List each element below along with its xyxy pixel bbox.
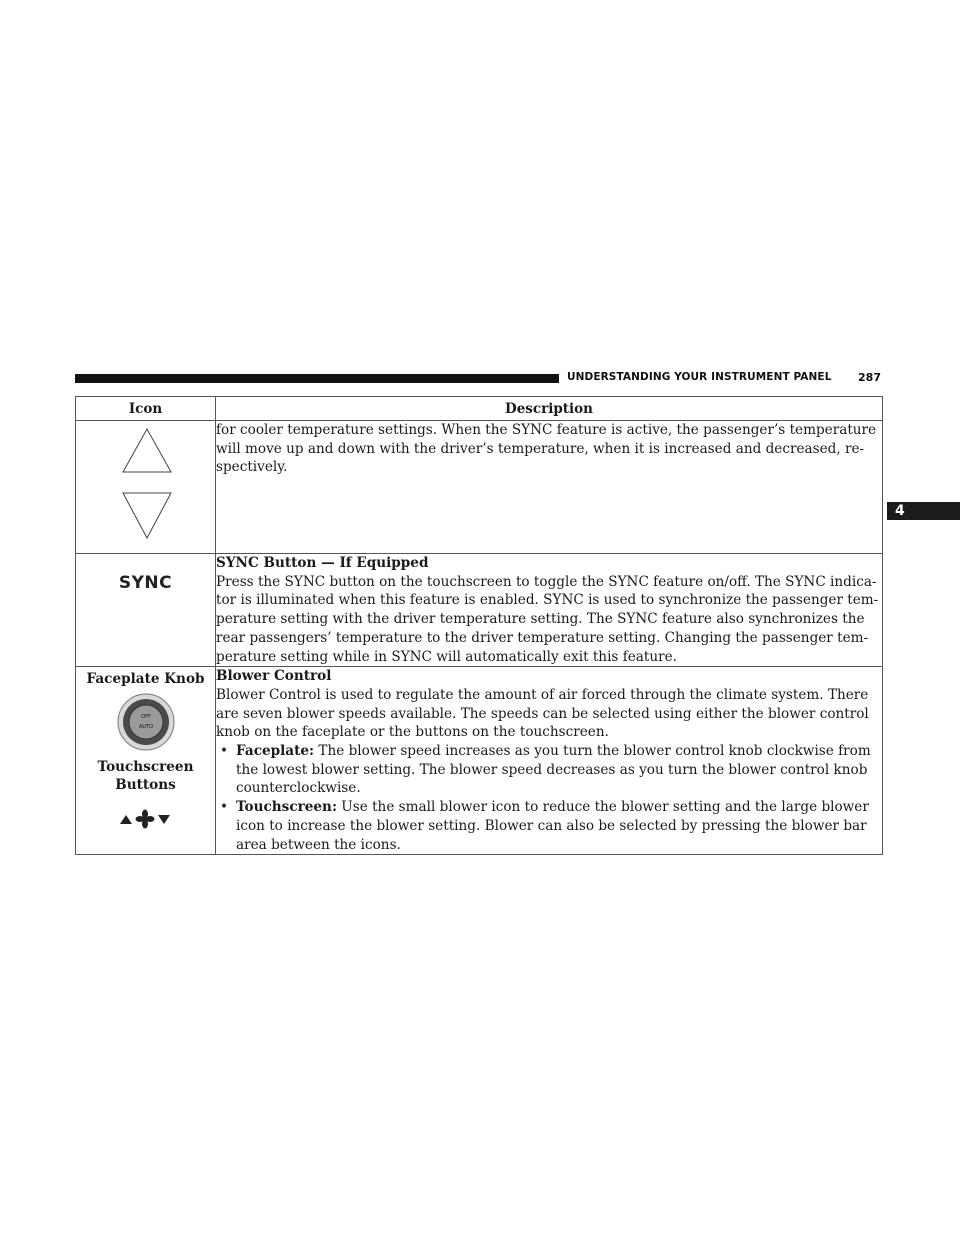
blower-up-arrow-icon [120,815,132,824]
row-text: Blower Control is used to regulate the amount of air forced through the climate system. There are seven blower speeds available. The speeds can be selected using either the blower control knob on the faceplate or the buttons on the touchscreen. [216,686,869,741]
bullet-term: Faceplate: [236,743,315,760]
blower-down-arrow-icon [158,815,170,824]
touchscreen-label-line2: Buttons [115,777,176,794]
fan-icon [135,809,154,828]
header-rule [75,374,559,383]
column-header-icon: Icon [76,397,216,421]
description-cell [216,667,883,855]
table-row [76,421,883,554]
row-title: Blower Control [216,668,332,685]
table-header-row [76,397,883,421]
table-row [76,667,883,855]
sync-icon: SYNC [118,573,173,593]
knob-off-label: OFF [140,713,151,720]
bullet-term: Touchscreen: [236,799,337,816]
list-item [216,798,882,854]
icon-description-table [75,396,883,855]
bullet-icon: • [220,799,229,816]
row-title: SYNC Button — If Equipped [216,555,429,571]
column-header-description: Description [216,397,883,421]
temperature-up-triangle-icon [123,429,171,472]
description-cell [216,554,883,667]
chapter-tab [887,502,960,520]
touchscreen-label-line1: Touchscreen [97,758,194,775]
bullet-icon: • [220,743,229,760]
bullet-text: The blower speed increases as you turn the blower control knob clockwise from the lowest blower setting. The blower speed decreases as you turn the blower control knob counterclockwise. [236,743,871,797]
chapter-number: 4 [895,503,905,519]
page-number: 287 [858,371,881,384]
header-title: UNDERSTANDING YOUR INSTRUMENT PANEL [567,371,832,383]
description-cell [216,421,883,554]
faceplate-knob-label: Faceplate Knob [86,671,205,688]
page-header [75,372,881,386]
temperature-arrows-icon [76,421,216,549]
icon-cell [76,667,216,855]
table-row [76,554,883,667]
knob-auto-label: AUTO [138,723,153,730]
list-item [216,742,882,798]
icon-cell [76,554,216,667]
temperature-down-triangle-icon [123,493,171,538]
blower-knob-icon [116,692,176,752]
blower-buttons-icon [116,809,176,829]
row-text: for cooler temperature settings. When the SYNC feature is active, the passenger’s temperature will move up and down with the driver’s temperature, when it is increased and decreased, re-spectively. [216,422,877,476]
row-text: Press the SYNC button on the touchscreen to toggle the SYNC feature on/off. The SYNC indica-tor is illuminated when this feature is enabled. SYNC is used to synchronize the passenger tem-perature setting with the driver temperature setting. The SYNC feature also synchronizes the rear passengers’ temperature to the driver temperature setting. Changing the passenger tem-perature setting while in SYNC will automatically exit this feature. [216,573,879,665]
icon-cell [76,421,216,554]
bullet-text: Use the small blower icon to reduce the blower setting and the large blower icon to increase the blower setting. Blower can also be selected by pressing the blower bar area between the icons. [236,799,869,853]
